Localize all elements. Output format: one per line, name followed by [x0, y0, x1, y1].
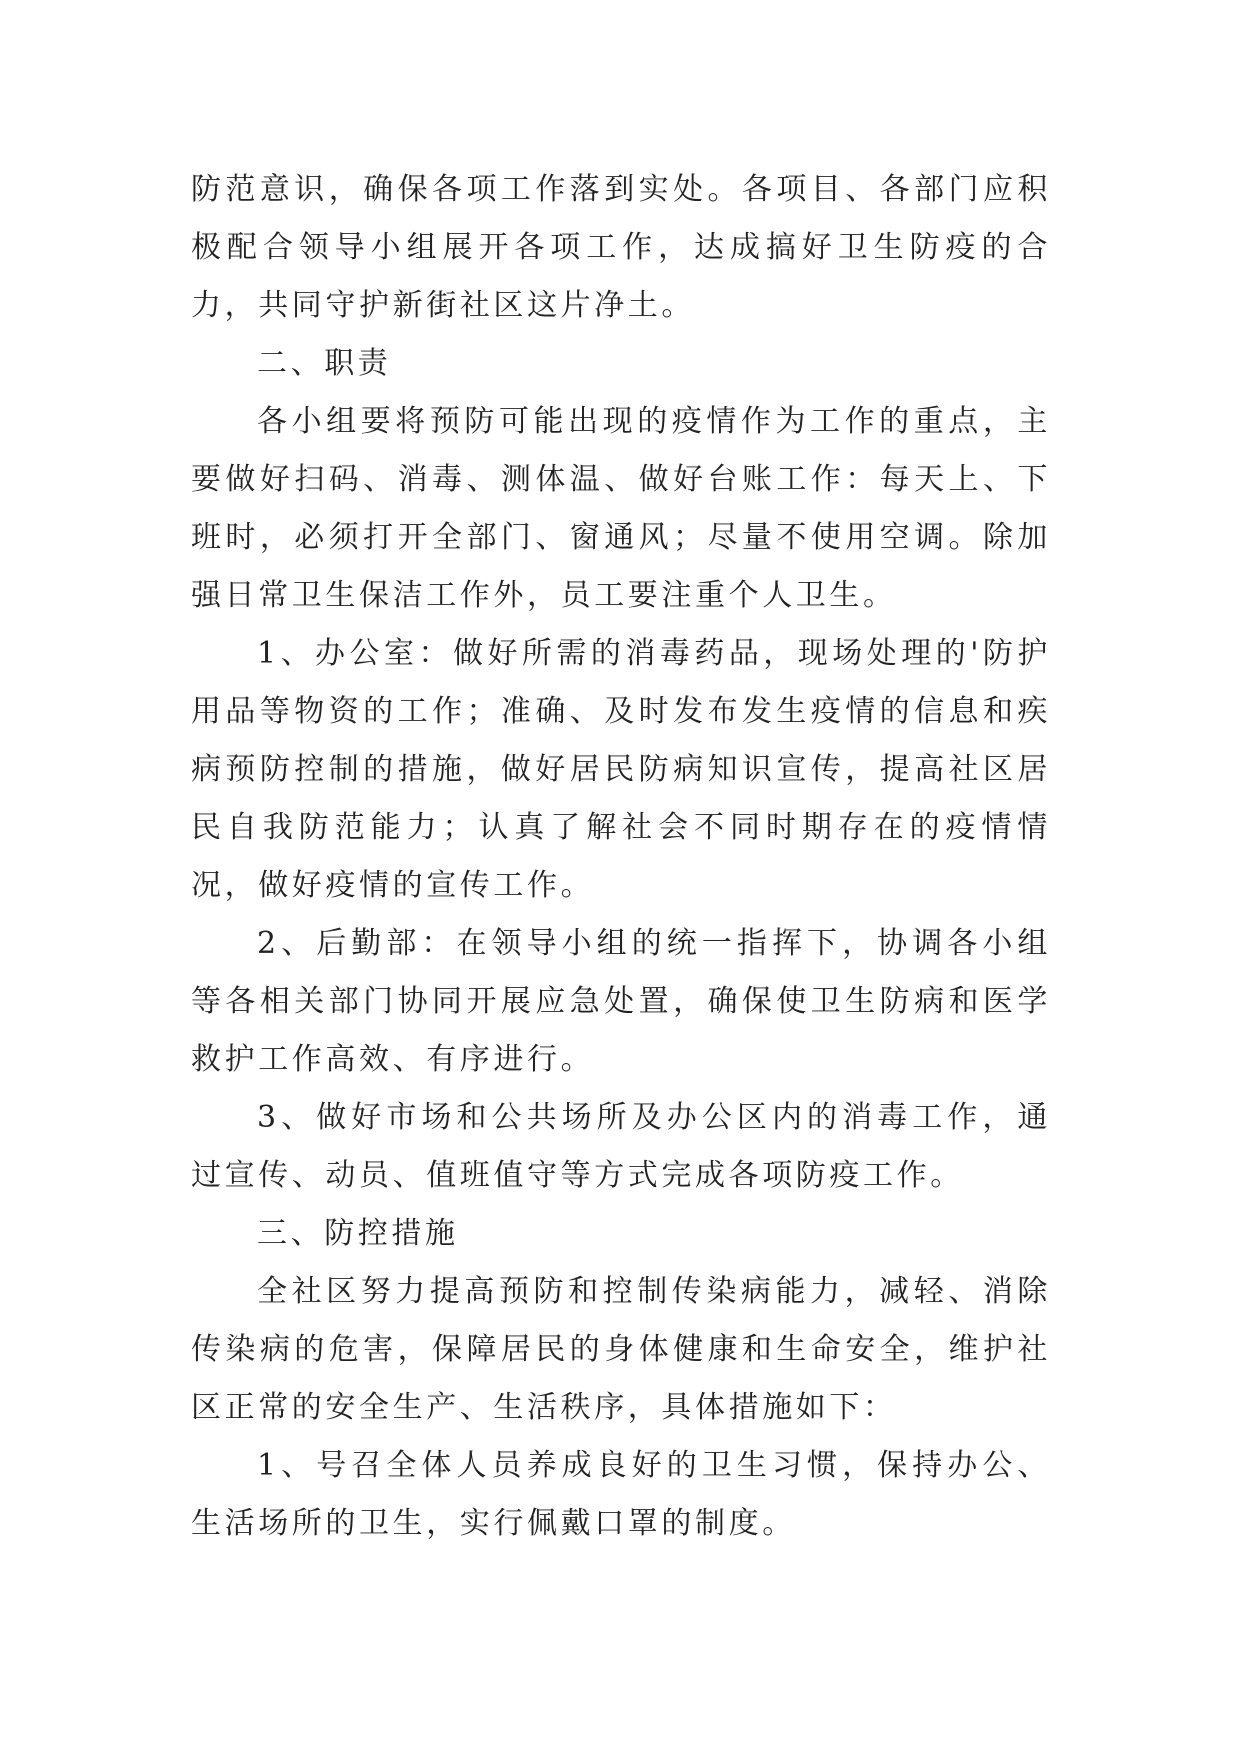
paragraph-office-duties: 1、办公室：做好所需的消毒药品，现场处理的'防护用品等物资的工作；准确、及时发布发生疫情的信息和疾病预防控制的措施，做好居民防病知识宣传，提高社区居民自我防范能力；认真了解社会不同时期存在的疫情情况，做好疫情的宣传工作。 [191, 636, 1051, 903]
section-heading-measures: 三、防控措施 [257, 1216, 459, 1251]
section-heading-duties: 二、职责 [257, 346, 392, 381]
paragraph-measures-overview: 全社区努力提高预防和控制传染病能力，减轻、消除传染病的危害，保障居民的身体健康和生命安全，维护社区正常的安全生产、生活秩序，具体措施如下： [191, 1274, 1051, 1425]
paragraph-duties-overview: 各小组要将预防可能出现的疫情作为工作的重点，主要做好扫码、消毒、测体温、做好台账工作：每天上、下班时，必须打开全部门、窗通风；尽量不使用空调。除加强日常卫生保洁工作外，员工要注重个人卫生。 [191, 404, 1051, 613]
paragraph-continuation: 防范意识，确保各项工作落到实处。各项目、各部门应积极配合领导小组展开各项工作，达成搞好卫生防疫的合力，共同守护新街社区这片净土。 [191, 172, 1051, 323]
paragraph-disinfection-duties: 3、做好市场和公共场所及办公区内的消毒工作，通过宣传、动员、值班值守等方式完成各项防疫工作。 [191, 1100, 1051, 1193]
paragraph-measure-1: 1、号召全体人员养成良好的卫生习惯，保持办公、生活场所的卫生，实行佩戴口罩的制度。 [191, 1448, 1051, 1541]
document-body [191, 161, 1051, 1553]
paragraph-logistics-duties: 2、后勤部：在领导小组的统一指挥下，协调各小组等各相关部门协同开展应急处置，确保使卫生防病和医学救护工作高效、有序进行。 [191, 926, 1051, 1077]
